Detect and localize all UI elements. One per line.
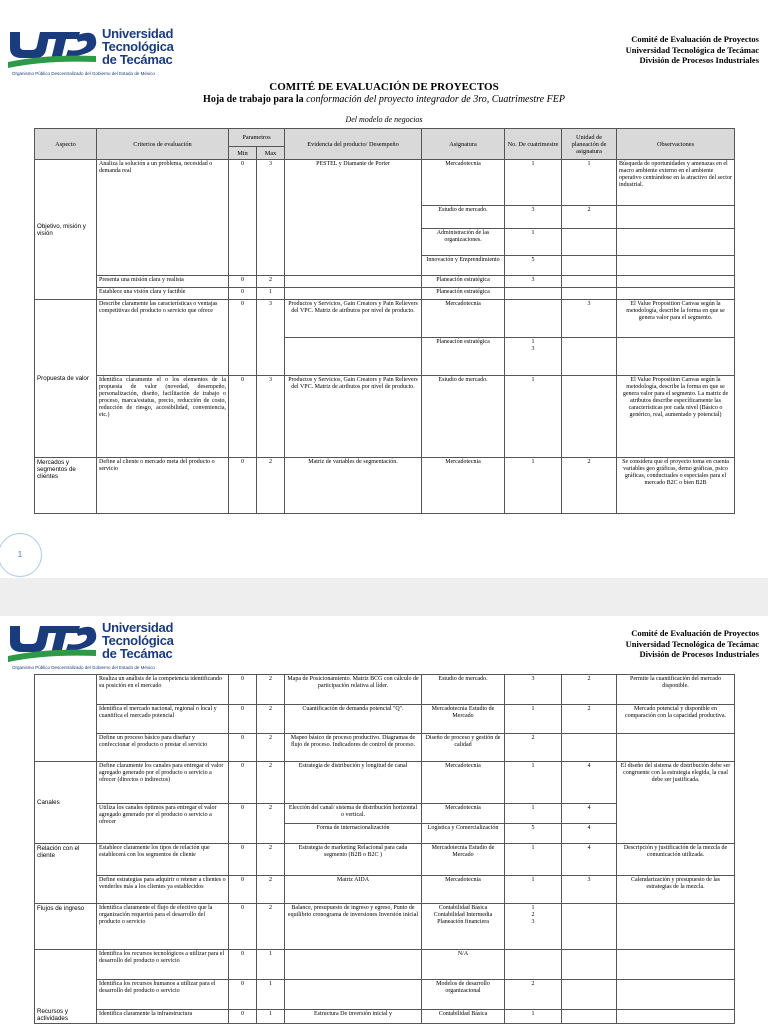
document-subtitle: Hoja de trabajo para la conformación del proyecto integrador de 3ro, Cuatrimestre FEP bbox=[203, 94, 565, 105]
table-row: Innovación y Emprendimiento 5 bbox=[35, 256, 735, 276]
model-caption: Del modelo de negocios bbox=[345, 115, 423, 124]
col-criterios: Criterios de evaluación bbox=[97, 129, 229, 160]
aspect-cell: Flujos de ingreso bbox=[35, 904, 97, 950]
col-aspecto: Aspecto bbox=[35, 129, 97, 160]
university-name: Universidad Tecnológica de Tecámac bbox=[102, 26, 174, 67]
table-row: Identifica el mercado nacional, regional o local y cuantifica el mercado potencial 0 2 Cuantificación de demanda potencial "Q". Mercadotecnia Estudio de Mercado 1 2 Mercado potencial y disponible en comparación con la capacidad productiva. bbox=[35, 705, 735, 734]
uts-logo-icon bbox=[6, 26, 98, 70]
logo-subtitle: Organismo Público Descentralizado del Gobierno del Estado de México bbox=[12, 665, 155, 670]
table-row: Forma de internacionalización Logística y Comercialización 5 4 bbox=[35, 824, 735, 844]
aspect-cell: Canales bbox=[35, 762, 97, 844]
table-row: Identifica claramente la infraestructura 0 1 Estructura De inversión inicial y Contabilidad Básica 1 bbox=[35, 1010, 735, 1024]
col-max: Max bbox=[257, 147, 285, 160]
evaluation-table-2 bbox=[34, 674, 735, 1024]
university-logo bbox=[6, 26, 174, 76]
university-name: Universidad Tecnológica de Tecámac bbox=[102, 620, 174, 661]
table-row: Mercados y segmentos de clientes Define al cliente o mercado meta del producto o servicio 0 2 Matriz de variables de segmentación. Mercadotecnia 1 2 Se considera que el proyecto toma en cuenta variables geo gráficas, demo gráficas, psico gráficas, conductuales o especiales para el mercado B2C o bien B2B bbox=[35, 458, 735, 514]
page-2 bbox=[0, 616, 768, 1024]
aspect-cell: Relación con el cliente bbox=[35, 844, 97, 904]
aspect-cell: Propuesta de valor bbox=[35, 300, 97, 458]
col-evidencia: Evidencia del producto/ Desempeño bbox=[285, 129, 422, 160]
logo-subtitle: Organismo Público Descentralizado del Gobierno del Estado de México bbox=[12, 71, 155, 76]
table-row: Presenta una misión clara y realista 0 2 Planeación estratégica 3 bbox=[35, 276, 735, 288]
col-parametros: Parametros bbox=[229, 129, 285, 147]
col-min: Min bbox=[229, 147, 257, 160]
aspect-cell: Mercados y segmentos de clientes bbox=[35, 458, 97, 514]
aspect-cell: Recursos y actividades bbox=[35, 950, 97, 1024]
col-observaciones: Observaciones bbox=[617, 129, 735, 160]
header-info: Comité de Evaluación de Proyectos Universidad Tecnológica de Tecámac División de Procesos Industriales bbox=[625, 34, 759, 65]
document-title: COMITÉ DE EVALUACIÓN DE PROYECTOS bbox=[269, 81, 499, 93]
table-row: Planeación estratégica 1 3 bbox=[35, 338, 735, 376]
table-row: Flujos de ingreso Identifica claramente el flujo de efectivo que la organización requerirá para el desarrollo del producto o servicio 0 2 Balance, presupuesto de ingreso y egreso, Punto de equilibrio cronograma de inversiones Inversión inicial Contabilidad Básica Contabilidad Intermedia Planeación financiera 1 2 3 bbox=[35, 904, 735, 950]
col-asignatura: Asignatura bbox=[422, 129, 505, 160]
table-row: Define estrategias para adquirir o retener a clientes o venderles más a los clientes ya establecidos 0 2 Matriz AIDA Mercadotecnia 1 3 Calendarización y presupuesto de las estrategias de la mezcla. bbox=[35, 876, 735, 904]
aspect-cell: Objetivo, misión y visión bbox=[35, 160, 97, 300]
col-unidad: Unidad de planeación de asignatura bbox=[562, 129, 617, 160]
table-row: Identifica los recursos humanos a utilizar para el desarrollo del producto o servicio 0 1 Modelos de desarrollo organizacional 2 bbox=[35, 980, 735, 1010]
table-row: Utiliza los canales óptimos para entregar el valor agregado generado por el producto o servicio a ofrecer 0 2 Elección del canal/ sistema de distribución horizontal o vertical. Mercadotecnia 1 4 bbox=[35, 804, 735, 824]
col-cuatrimestre: No. De cuatrimestre bbox=[505, 129, 562, 160]
table-row: Canales Define claramente los canales para entregar el valor agregado generado por el producto o servicio a ofrecer (directos o indirectos) 0 2 Estrategia de distribución y longitud de canal Mercadotecnia 1 4 El diseño del sistema de distribución debe ser congruente con la estrategia elegida, la cual debe ser justificada. bbox=[35, 762, 735, 804]
table-row: Estudio de mercado. 3 2 bbox=[35, 206, 735, 229]
table-row: Recursos y actividades Identifica los recursos tecnológicos a utilizar para el desarrollo del producto o servicio 0 1 N/A bbox=[35, 950, 735, 980]
table-row: Administración de las organizaciones. 1 bbox=[35, 229, 735, 256]
university-logo bbox=[6, 620, 174, 670]
table-row: Relación con el cliente Establece claramente los tipos de relación que establecerá con los segmentos de cliente 0 2 Estrategia de marketing Relacional para cada segmento (B2B o B2C ) Mercadotecnia Estudio de Mercado 1 4 Descripción y justificación de la mezcla de comunicación utilizada. bbox=[35, 844, 735, 876]
table-row: Define un proceso básico para diseñar y confeccionar el producto o prestar el servicio 0 2 Mapeo básico de proceso productivo. Diagramas de flujo de proceso. Indicadores de control de proceso. Diseño de proceso y gestión de calidad 2 bbox=[35, 734, 735, 762]
header-info: Comité de Evaluación de Proyectos Universidad Tecnológica de Tecámac División de Procesos Industriales bbox=[625, 628, 759, 659]
table-row: Propuesta de valor Describe claramente las características o ventajas competitivas del producto o servicio que ofrece 0 3 Productos y Servicios, Gain Creators y Pain Relievers del VPC. Matriz de atributos por nivel de producto. Mercadotecnia 3 El Value Proposition Canvas según la metodología, describe la forma en que se genera valor para el segmento. bbox=[35, 300, 735, 338]
table-row: Establece una visión clara y factible 0 1 Planeación estratégica bbox=[35, 288, 735, 300]
table-row: Objetivo, misión y visión Analiza la solución a un problema, necesidad o demanda real 0 3 PESTEL y Diamante de Porter Mercadotecnia 1 1 Búsqueda de oportunidades y amenazas en el macro ambiente externo en el ambiente operativo centrándose en la atractivo del sector industrial. bbox=[35, 160, 735, 206]
page-number-badge: 1 bbox=[0, 533, 42, 577]
page-separator bbox=[0, 578, 768, 616]
table-row: Identifica claramente el o los elementos de la propuesta de valor (novedad, desempeño, personalización, diseño, facilitación de trabajo o proceso, marca/estatus, precio, reducción de costo, reducción de riesgo, accesibilidad, conveniencia, etc.) 0 3 Productos y Servicios, Gain Creators y Pain Relievers del VPC. Matriz de atributos por nivel de producto. Estudio de mercado. 1 El Value Proposition Canvas según la metodología, describe la forma en que se genera valor para el segmento. La matriz de atributos describe específicamente las características por cada nivel (Básico o genérico, real, aumentado y potencial) bbox=[35, 376, 735, 458]
uts-logo-icon bbox=[6, 620, 98, 664]
table-row: Realiza un análisis de la competencia identificando su posición en el mercado 0 2 Mapa de Posicionamiento. Matriz BCG con cálculo de participación relativa al líder. Estudio de mercado. 3 2 Permite la cuantificación del mercado disponible. bbox=[35, 675, 735, 705]
evaluation-table-1 bbox=[34, 128, 735, 514]
